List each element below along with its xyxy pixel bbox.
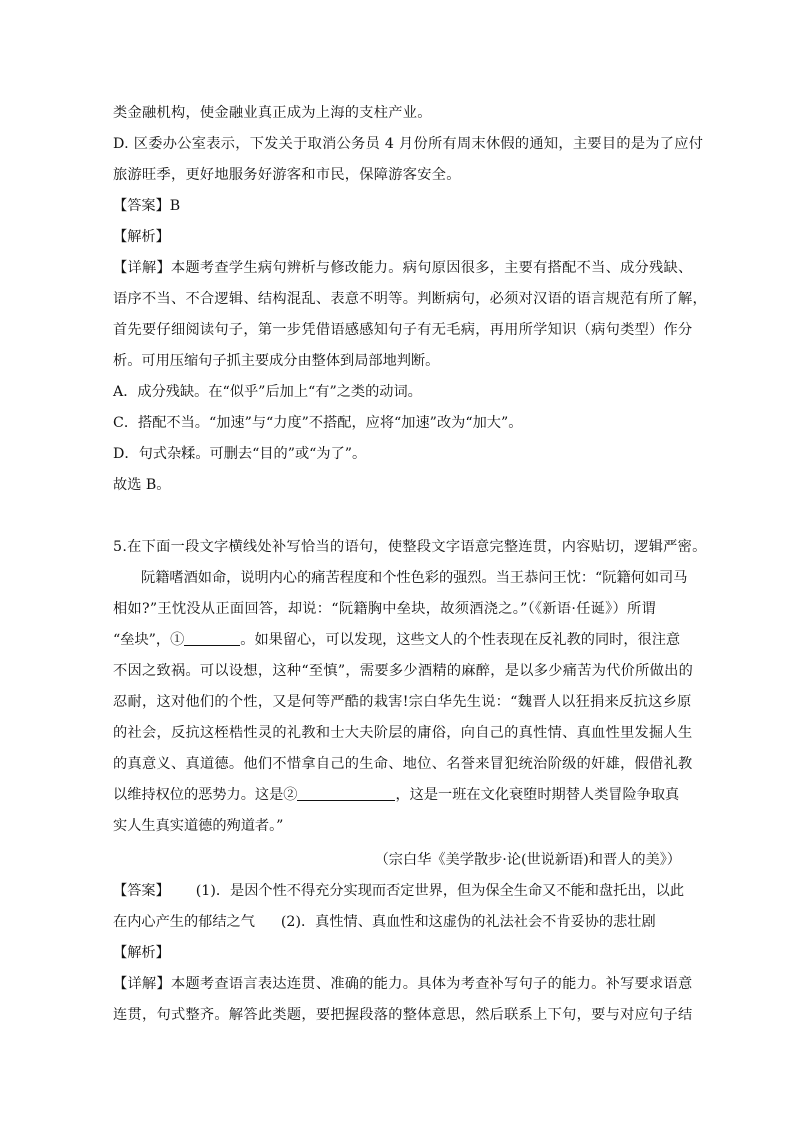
- passage-line: 阮籍嗜酒如命，说明内心的痛苦程度和个性色彩的强烈。当王恭问王忱：“阮籍何如司马: [141, 570, 688, 586]
- text-line: 析。可用压缩句子抓主要成分由整体到局部地判断。: [113, 353, 440, 369]
- answer-1: (1)．是因个性不得充分实现而否定世界，但为保全生命又不能和盘托出，以此: [195, 883, 685, 899]
- text-line: 【详解】本题考查语言表达连贯、准确的能力。具体为考查补写句子的能力。补写要求语意: [113, 976, 693, 992]
- conclusion-line: 故选 B。: [113, 477, 171, 493]
- source-citation: （宗白华《美学散步·论(世说新语)和晋人的美》）: [374, 852, 681, 868]
- passage-line: 相如?”王忱没从正面回答，却说：“阮籍胸中垒块，故须酒浇之。”（《新语·任诞》）所谓: [113, 601, 657, 617]
- answer-1-cont: 在内心产生的郁结之气: [113, 914, 255, 930]
- passage-line: 忍耐，这对他们的个性，又是何等严酷的栽害!宗白华先生说：“魏晋人以狂捐来反抗这乡原: [113, 694, 692, 710]
- passage-line: [113, 630, 683, 650]
- question-5-stem: 5.在下面一段文字横线处补写恰当的语句，使整段文字语意完整连贯，内容贴切，逻辑严密。: [113, 539, 707, 555]
- passage-line: 不因之致祸。可以设想，这种“至慎”，需要多少酒精的麻醉，是以多少痛苦为代价所做出的: [113, 663, 694, 679]
- answer-label: 【答案】: [113, 883, 170, 899]
- explanation-a: A．成分残缺。在“似乎”后加上“有”之类的动词。: [113, 384, 422, 400]
- blank-2: [297, 786, 395, 801]
- text-line: 语序不当、不合逻辑、结构混乱、表意不明等。判断病句，必须对汉语的语言规范有所了解，: [113, 291, 707, 307]
- passage-line: [113, 785, 683, 805]
- passage-line: 实人生真实道德的殉道者。”: [113, 818, 284, 834]
- passage-line: 的真意义、真道德。他们不惜拿自己的生命、地位、名誉来冒犯统治阶级的奸雄，假借礼教: [113, 756, 693, 772]
- passage-text: 。如果留心，可以发现，这些文人的个性表现在反礼教的同时，很注意: [240, 632, 681, 648]
- passage-line: 的社会，反抗这桎梏性灵的礼教和士大夫阶层的庸俗，向自己的真性情、真血性里发掘人生: [113, 725, 693, 741]
- explanation-c: C．搭配不当。“加速”与“力度”不搭配，应将“加速”改为“加大”。: [113, 415, 523, 431]
- passage-text: “垒块”，①: [113, 632, 185, 648]
- text-line: 首先要仔细阅读句子，第一步凭借语感感知句子有无毛病，再用所学知识（病句类型）作分: [113, 322, 693, 338]
- blank-1: [184, 631, 240, 646]
- text-line: 连贯，句式整齐。解答此类题，要把握段落的整体意思，然后联系上下句，要与对应句子结: [113, 1007, 693, 1023]
- explanation-d: D．句式杂糅。可删去“目的”或“为了”。: [113, 446, 367, 462]
- analysis-label: 【解析】: [113, 945, 170, 961]
- option-d-line: D. 区委办公室表示，下发关于取消公务员 4 月份所有周末休假的通知，主要目的是为了应付: [113, 136, 704, 152]
- analysis-label: 【解析】: [113, 229, 170, 245]
- text-line: 【详解】本题考查学生病句辨析与修改能力。病句原因很多，主要有搭配不当、成分残缺、: [113, 260, 693, 276]
- text-line: 旅游旺季，更好地服务好游客和市民，保障游客安全。: [113, 167, 461, 183]
- answer-2: (2)．真性情、真血性和这虚伪的礼法社会不肯妥协的悲壮剧: [280, 914, 656, 930]
- answer-label: 【答案】B: [113, 198, 181, 214]
- passage-text: 以维持权位的恶势力。这是②: [113, 787, 298, 803]
- answer-line: [113, 912, 683, 932]
- passage-text: ，这是一班在文化衰堕时期替人类冒险争取真: [395, 787, 680, 803]
- answer-line: [113, 881, 683, 901]
- text-line: 类金融机构，使金融业真正成为上海的支柱产业。: [113, 105, 432, 121]
